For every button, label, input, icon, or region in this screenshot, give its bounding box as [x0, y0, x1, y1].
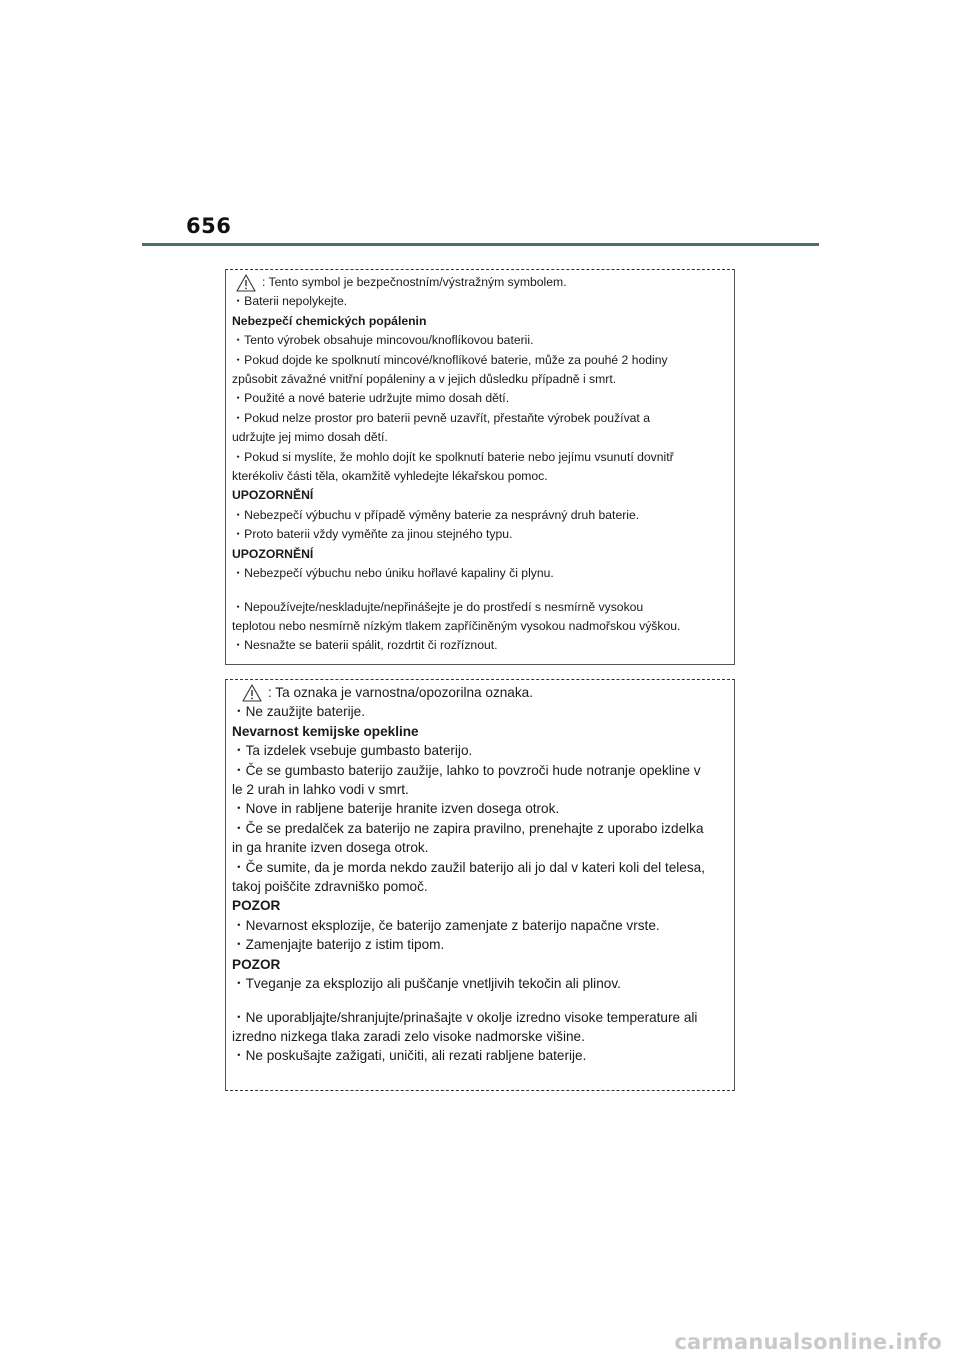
czech-warning-intro-row — [232, 273, 728, 292]
slovene-lines — [232, 702, 728, 993]
text-line: ・Tento výrobek obsahuje mincovou/knoflíkovou baterii. — [232, 333, 534, 348]
czech-lines — [232, 292, 728, 583]
text-line: ・Použité a nové baterie udržujte mimo dosah dětí. — [232, 391, 510, 406]
slovene-lines-after-gap — [232, 1008, 728, 1066]
text-line: ・Pokud si myslíte, že mohlo dojít ke spolknutí baterie nebo jejímu vsunutí dovnitř — [232, 449, 674, 464]
slovene-warning-intro-text: : Ta oznaka je varnostna/opozorilna oznaka. — [268, 685, 533, 700]
text-line: ・Ne uporabljajte/shranjujte/prinašajte v okolje izredno visoke temperature ali — [232, 1009, 698, 1025]
text-line: kterékoliv části těla, okamžitě vyhledejte lékařskou pomoc. — [232, 469, 548, 484]
section-heading: UPOZORNĚNÍ — [232, 488, 314, 503]
text-line: le 2 urah in lahko vodi v smrt. — [232, 782, 409, 798]
text-line: ・Ne poskušajte zažigati, uničiti, ali rezati rabljene baterije. — [232, 1048, 587, 1064]
slovene-warning-intro-row — [232, 683, 728, 702]
text-line: ・Nove in rabljene baterije hranite izven dosega otrok. — [232, 801, 560, 817]
warning-triangle-icon — [242, 684, 262, 702]
text-line: ・Ta izdelek vsebuje gumbasto baterijo. — [232, 743, 473, 759]
text-line: ・Zamenjajte baterijo z istim tipom. — [232, 937, 445, 953]
slovene-gap — [232, 994, 728, 1008]
text-line: způsobit závažné vnitřní popáleniny a v jejich důsledku případně i smrt. — [232, 372, 617, 387]
text-line: ・Nepoužívejte/neskladujte/nepřinášejte je do prostředí s nesmírně vysokou — [232, 599, 644, 614]
text-line: ・Tveganje za eksplozijo ali puščanje vnetljivih tekočin ali plinov. — [232, 976, 621, 992]
czech-gap — [232, 584, 728, 598]
text-line: ・Če se predalček za baterijo ne zapira pravilno, prenehajte z uporabo izdelka — [232, 820, 704, 836]
section-heading: UPOZORNĚNÍ — [232, 546, 314, 561]
watermark-text: carmanualsonline.info — [674, 1330, 942, 1354]
text-line: ・Baterii nepolykejte. — [232, 294, 348, 309]
text-line: takoj poiščite zdravniško pomoč. — [232, 879, 428, 895]
section-heading: POZOR — [232, 956, 281, 972]
section-heading: Nebezpečí chemických popálenin — [232, 313, 427, 328]
warning-triangle-icon — [236, 274, 256, 292]
text-line: ・Pokud nelze prostor pro baterii pevně uzavřít, přestaňte výrobek používat a — [232, 410, 650, 425]
czech-warning-box — [225, 269, 735, 665]
header-rule — [142, 243, 819, 246]
text-line: udržujte jej mimo dosah dětí. — [232, 430, 388, 445]
czech-warning-intro-text: : Tento symbol je bezpečnostním/výstražným symbolem. — [262, 275, 567, 289]
text-line: ・Pokud dojde ke spolknutí mincové/knoflíkové baterie, může za pouhé 2 hodiny — [232, 352, 668, 367]
text-line: izredno nizkega tlaka zaradi zelo visoke nadmorske višine. — [232, 1028, 585, 1044]
text-line: ・Če se gumbasto baterijo zaužije, lahko to povzroči hude notranje opekline v — [232, 762, 701, 778]
section-heading: POZOR — [232, 898, 281, 914]
text-line: ・Nevarnost eksplozije, če baterijo zamenjate z baterijo napačne vrste. — [232, 917, 660, 933]
text-line: ・Če sumite, da je morda nekdo zaužil baterijo ali jo dal v kateri koli del telesa, — [232, 859, 705, 875]
text-line: ・Ne zaužijte baterije. — [232, 704, 365, 720]
text-line: ・Nebezpečí výbuchu nebo úniku hořlavé kapaliny či plynu. — [232, 566, 554, 581]
slovene-warning-box — [225, 679, 735, 1091]
text-line: ・Nebezpečí výbuchu v případě výměny baterie za nesprávný druh baterie. — [232, 507, 640, 522]
text-line: in ga hranite izven dosega otrok. — [232, 840, 429, 856]
text-line: teplotou nebo nesmírně nízkým tlakem zapříčiněným vysokou nadmořskou výškou. — [232, 618, 681, 633]
section-heading: Nevarnost kemijske opekline — [232, 723, 419, 739]
page-number: 656 — [186, 214, 232, 238]
text-line: ・Nesnažte se baterii spálit, rozdrtit či rozříznout. — [232, 638, 498, 653]
text-line: ・Proto baterii vždy vyměňte za jinou stejného typu. — [232, 527, 513, 542]
czech-lines-after-gap — [232, 598, 728, 656]
